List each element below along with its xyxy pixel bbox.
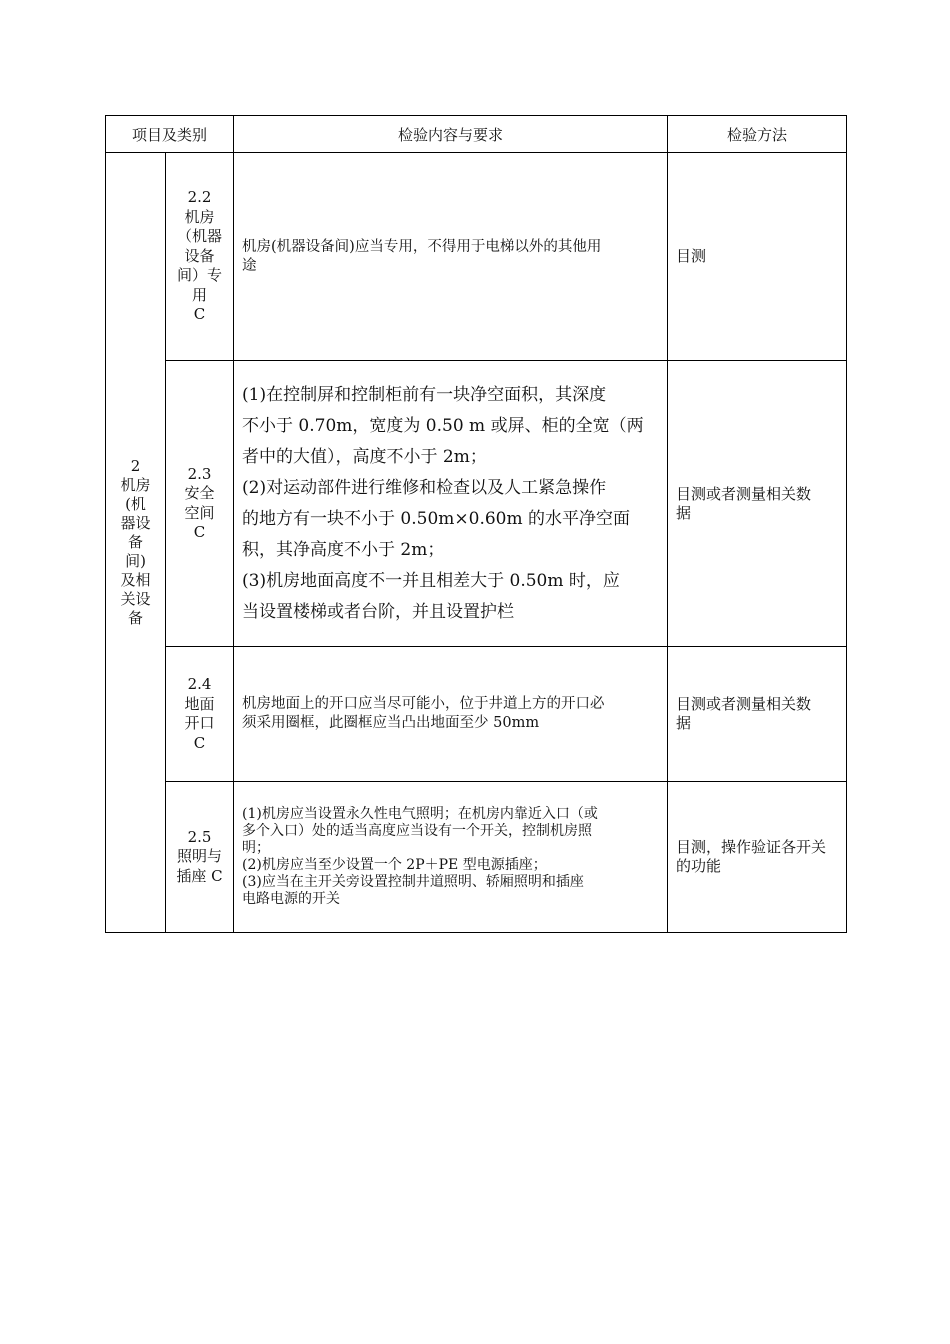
subitem-line: 照明与 (177, 847, 223, 866)
subitem-line: 插座 C (176, 866, 223, 885)
requirement-cell (234, 647, 668, 782)
category-line: 机房 (120, 476, 151, 494)
requirement-line: 明； (242, 840, 271, 856)
header-inspection-method: 检验方法 (668, 116, 847, 153)
table-row (106, 153, 847, 361)
category-label (106, 457, 165, 628)
method-cell (668, 647, 847, 782)
subitem-line: 2.2 (187, 188, 212, 207)
method-line: 据 (676, 714, 692, 732)
subitem-line: 用 (192, 285, 208, 304)
subitem-cell (166, 153, 234, 361)
requirement-line: 者中的大值），高度不小于 2m； (242, 446, 487, 467)
requirement-cell (234, 782, 668, 933)
subitem-cell (166, 782, 234, 933)
requirement-line: (1)机房应当设置永久性电气照明；在机房内靠近入口（或 (242, 806, 598, 822)
subitem-line: 设备 (184, 246, 215, 265)
method-line: 据 (676, 503, 692, 522)
inspection-table (105, 115, 847, 933)
category-line: 器设 (120, 514, 151, 532)
method-line: 目测或者测量相关数 (676, 695, 812, 713)
subitem-line: 地面 (184, 694, 215, 713)
subitem-line: 间）专 (177, 266, 223, 285)
requirement-cell (234, 153, 668, 361)
subitem-line: 机房 (184, 207, 215, 226)
requirement-line: 机房地面上的开口应当尽可能小，位于井道上方的开口必 (242, 696, 605, 712)
subitem-line: 2.4 (187, 675, 212, 693)
requirement-line: 须采用圈框，此圈框应当凸出地面至少 50mm (242, 715, 540, 731)
category-line: (机 (125, 495, 146, 513)
requirement-line: 机房(机器设备间)应当专用，不得用于电梯以外的其他用 (242, 238, 602, 255)
subitem-cell (166, 647, 234, 782)
method-line: 的功能 (676, 857, 722, 875)
header-item-category: 项目及类别 (106, 116, 234, 153)
requirement-line: (1)在控制屏和控制柜前有一块净空面积，其深度 (242, 384, 607, 405)
subitem-line: （机器 (177, 227, 223, 246)
header-content-requirements: 检验内容与要求 (234, 116, 668, 153)
subitem-cell (166, 361, 234, 647)
requirement-line: 的地方有一块不小于 0.50m×0.60m 的水平净空面 (242, 508, 631, 529)
requirement-line: 电路电源的开关 (242, 891, 341, 907)
subitem-line: C (193, 305, 206, 324)
category-line: 备 (127, 609, 143, 627)
category-line: 2 (130, 457, 141, 475)
table-row (106, 361, 847, 647)
requirement-line: (3)机房地面高度不一并且相差大于 0.50m 时，应 (242, 570, 620, 591)
requirement-line: (3)应当在主开关旁设置控制井道照明、轿厢照明和插座 (242, 874, 584, 890)
method-line: 目测，操作验证各开关 (676, 838, 827, 856)
method-cell (668, 782, 847, 933)
table-row (106, 782, 847, 933)
method-line: 目测或者测量相关数 (676, 484, 812, 503)
subitem-line: C (193, 523, 206, 541)
category-line: 及相 (120, 571, 151, 589)
requirement-cell (234, 361, 668, 647)
requirement-line: 不小于 0.70m，宽度为 0.50 m 或屏、柜的全宽（两 (242, 415, 644, 436)
subitem-line: 开口 (184, 714, 215, 732)
table-row (106, 647, 847, 782)
category-line: 关设 (120, 590, 151, 608)
requirement-line: 积，其净高度不小于 2m； (242, 539, 445, 560)
category-line: 备 (127, 533, 143, 551)
table-header-row (106, 116, 847, 153)
category-cell (106, 153, 166, 933)
requirement-line: (2)对运动部件进行维修和检查以及人工紧急操作 (242, 477, 607, 498)
method-line: 目测 (676, 247, 707, 265)
subitem-line: 安全 (184, 484, 215, 502)
subitem-line: C (193, 733, 206, 752)
subitem-line: 空间 (184, 503, 215, 522)
subitem-line: 2.3 (187, 464, 212, 483)
requirement-line: 当设置楼梯或者台阶，并且设置护栏 (242, 601, 515, 622)
method-cell (668, 153, 847, 361)
requirement-line: 途 (242, 257, 257, 274)
requirement-line: 多个入口）处的适当高度应当设有一个开关，控制机房照 (242, 823, 593, 839)
subitem-line: 2.5 (187, 827, 212, 846)
method-cell (668, 361, 847, 647)
requirement-line: (2)机房应当至少设置一个 2P＋PE 型电源插座； (242, 857, 547, 873)
category-line: 间) (125, 552, 146, 570)
